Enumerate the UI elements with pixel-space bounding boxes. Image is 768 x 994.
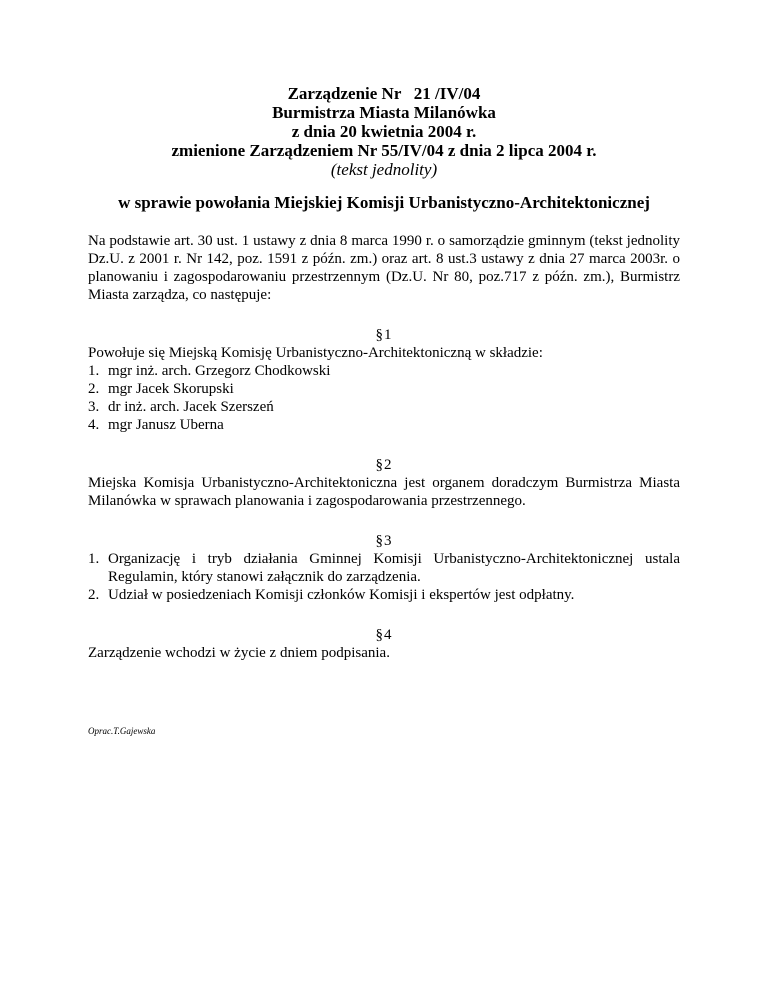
section-mark-2: §2 bbox=[375, 457, 393, 473]
list-item-number: 4. bbox=[88, 417, 100, 433]
list-item-text: Organizację i tryb działania Gminnej Komisji Urbanistyczno-Architektonicznej ustala Regulamin, który stanowi załącznik do zarządzenia. bbox=[108, 551, 680, 585]
list-item-number: 1. bbox=[88, 363, 100, 379]
section-1-lead: Powołuje się Miejską Komisję Urbanistyczno-Architektoniczną w składzie: bbox=[88, 345, 543, 361]
amendment-note: zmienione Zarządzeniem Nr 55/IV/04 z dnia 2 lipca 2004 r. bbox=[171, 141, 597, 160]
list-item-text: mgr Jacek Skorupski bbox=[108, 381, 234, 397]
issue-date: z dnia 20 kwietnia 2004 r. bbox=[291, 122, 477, 141]
section-4-text: Zarządzenie wchodzi w życie z dniem podpisania. bbox=[88, 645, 390, 661]
list-item-number: 1. bbox=[88, 551, 100, 567]
list-item-text: Udział w posiedzeniach Komisji członków Komisji i ekspertów jest odpłatny. bbox=[108, 587, 575, 603]
section-2-text: Miejska Komisja Urbanistyczno-Architektoniczna jest organem doradczym Burmistrza Miasta Milanówka w sprawach planowania i zagospodarowania przestrzennego. bbox=[88, 475, 680, 509]
list-item bbox=[88, 586, 680, 604]
list-item-text: mgr Janusz Uberna bbox=[108, 417, 224, 433]
consolidated-text-note: (tekst jednolity) bbox=[330, 160, 438, 179]
section-mark-1: §1 bbox=[375, 327, 393, 343]
list-item-number: 2. bbox=[88, 381, 100, 397]
ordinance-number: Zarządzenie Nr 21 /IV/04 bbox=[287, 84, 481, 103]
document-header bbox=[88, 84, 680, 179]
author-note: Oprac.T.Gajewska bbox=[88, 726, 156, 736]
legal-basis-paragraph: Na podstawie art. 30 ust. 1 ustawy z dnia 8 marca 1990 r. o samorządzie gminnym (tekst jednolity Dz.U. z 2001 r. Nr 142, poz. 1591 z późn. zm.) oraz art. 8 ust.3 ustawy z dnia 27 marca 2003r. o planowaniu i zagospodarowaniu przestrzennym (Dz.U. Nr 80, poz.717 z późn. zm.), Burmistrz Miasta zarządza, co następuje: bbox=[88, 233, 680, 303]
list-item-number: 3. bbox=[88, 399, 100, 415]
list-item-text: dr inż. arch. Jacek Szerszeń bbox=[108, 399, 274, 415]
list-item bbox=[88, 380, 680, 398]
section-3-list bbox=[88, 550, 680, 604]
list-item-number: 2. bbox=[88, 587, 100, 603]
list-item bbox=[88, 398, 680, 416]
document-subject: w sprawie powołania Miejskiej Komisji Urbanistyczno-Architektonicznej bbox=[118, 193, 650, 212]
list-item-text: mgr inż. arch. Grzegorz Chodkowski bbox=[108, 363, 331, 379]
members-list bbox=[88, 362, 680, 434]
issuer: Burmistrza Miasta Milanówka bbox=[272, 103, 496, 122]
list-item bbox=[88, 362, 680, 380]
section-mark-3: §3 bbox=[375, 533, 393, 549]
list-item bbox=[88, 550, 680, 586]
list-item bbox=[88, 416, 680, 434]
section-mark-4: §4 bbox=[375, 627, 393, 643]
document-page bbox=[88, 84, 680, 662]
